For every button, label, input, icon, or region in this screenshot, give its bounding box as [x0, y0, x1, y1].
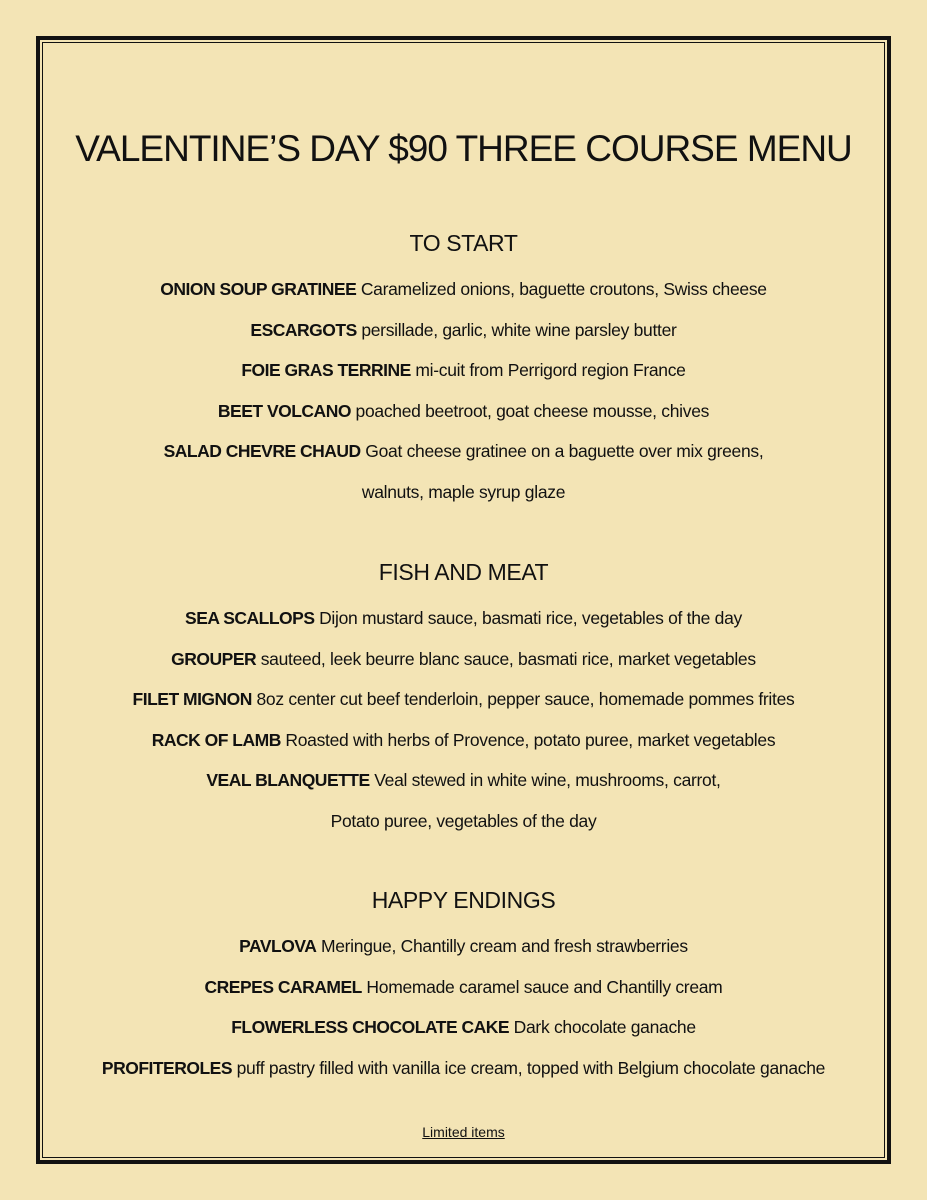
item-description: Meringue, Chantilly cream and fresh strawberries — [320, 936, 688, 956]
item-name: PAVLOVA — [239, 936, 317, 956]
item-description: Roasted with herbs of Provence, potato puree, market vegetables — [285, 729, 776, 750]
item-description: persillade, garlic, white wine parsley butter — [361, 319, 677, 340]
item-name: ESCARGOTS — [250, 319, 357, 340]
item-name: PROFITEROLES — [101, 1057, 233, 1078]
item-description: Dark chocolate ganache — [513, 1017, 696, 1037]
item-name: FILET MIGNON — [132, 689, 252, 709]
item-description: puff pastry filled with vanilla ice cream, topped with Belgium chocolate ganache — [236, 1057, 826, 1078]
item-description-continuation: Potato puree, vegetables of the day — [330, 810, 597, 831]
menu-title: VALENTINE’S DAY $90 THREE COURSE MENU — [75, 128, 852, 169]
item-description: Caramelized onions, baguette croutons, Swiss cheese — [360, 279, 767, 299]
menu-item — [0, 431, 927, 472]
item-name: VEAL BLANQUETTE — [206, 770, 370, 790]
item-name: ONION SOUP GRATINEE — [160, 279, 357, 299]
menu-item — [0, 391, 927, 432]
item-name: SEA SCALLOPS — [185, 608, 315, 628]
item-description: mi-cuit from Perrigord region France — [415, 360, 686, 380]
item-name: RACK OF LAMB — [151, 729, 281, 750]
item-description: Veal stewed in white wine, mushrooms, carrot, — [374, 770, 721, 790]
item-name: BEET VOLCANO — [217, 400, 351, 421]
menu-item — [0, 1007, 927, 1048]
item-description: poached beetroot, goat cheese mousse, chives — [355, 400, 710, 421]
item-description: 8oz center cut beef tenderloin, pepper sauce, homemade pommes frites — [256, 689, 795, 709]
section-heading: TO START — [409, 230, 518, 256]
item-description: Dijon mustard sauce, basmati rice, vegetables of the day — [319, 608, 742, 628]
menu-item — [0, 269, 927, 310]
menu-item — [0, 926, 927, 967]
item-name: CREPES CARAMEL — [204, 976, 362, 997]
item-description: sauteed, leek beurre blanc sauce, basmati rice, market vegetables — [260, 648, 756, 669]
menu-item — [0, 598, 927, 639]
menu-item — [0, 967, 927, 1008]
item-description: Goat cheese gratinee on a baguette over mix greens, — [365, 441, 764, 461]
item-name: FLOWERLESS CHOCOLATE CAKE — [231, 1017, 510, 1037]
menu-item — [0, 639, 927, 680]
menu-item — [0, 350, 927, 391]
menu-item — [0, 679, 927, 720]
menu-item — [0, 310, 927, 351]
limited-items-note: Limited items — [422, 1124, 505, 1140]
section-heading: FISH AND MEAT — [378, 559, 549, 585]
item-name: GROUPER — [171, 648, 257, 669]
section-happy-endings — [0, 883, 927, 1088]
item-name: FOIE GRAS TERRINE — [241, 360, 411, 380]
menu-item — [0, 720, 927, 761]
item-description: Homemade caramel sauce and Chantilly cream — [366, 976, 723, 997]
item-name: SALAD CHEVRE CHAUD — [163, 441, 361, 461]
menu-item — [0, 1048, 927, 1089]
item-description-continuation: walnuts, maple syrup glaze — [361, 481, 566, 502]
section-to-start — [0, 226, 927, 512]
menu-item — [0, 760, 927, 801]
section-heading: HAPPY ENDINGS — [371, 887, 556, 913]
section-fish-and-meat — [0, 555, 927, 841]
